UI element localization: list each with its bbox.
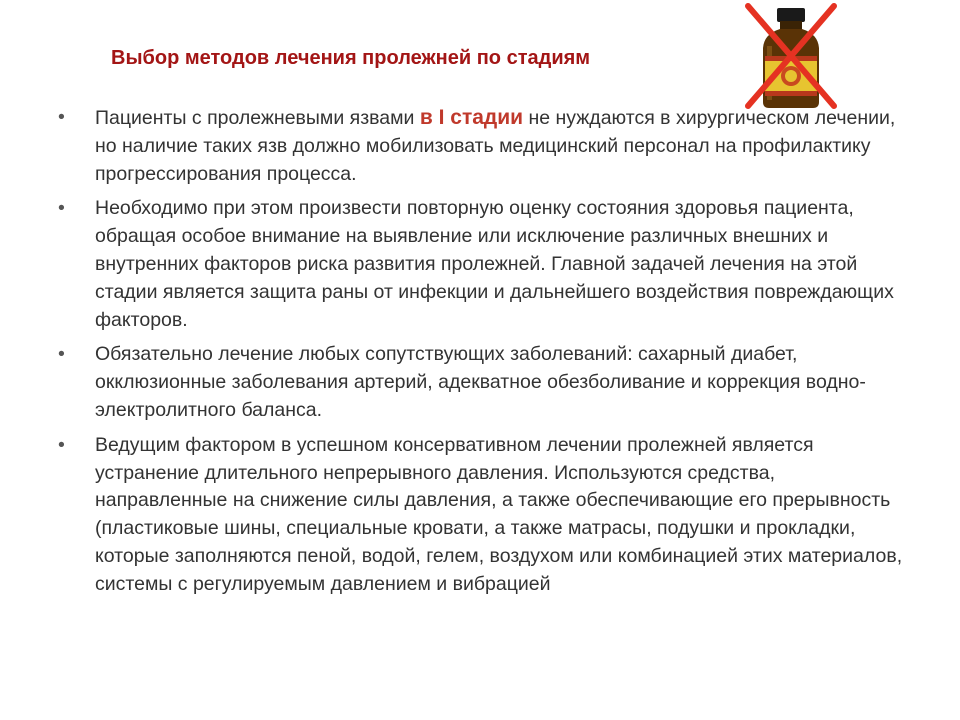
bullet-dot-icon: • <box>58 343 65 366</box>
bullet-item <box>58 195 908 334</box>
bullet-item <box>58 104 908 188</box>
slide-title: Выбор методов лечения пролежней по стадиям <box>111 47 591 69</box>
bullet-text-after: не нуждаются в хирургическом лечении, но наличие таких язв должно мобилизовать медицинский персонал на профилактику прогрессирования процесса. <box>95 107 896 185</box>
crossed-bottle-image <box>742 2 840 110</box>
bullet-dot-icon: • <box>58 106 65 128</box>
bullet-text: Обязательно лечение любых сопутствующих заболеваний: сахарный диабет, окклюзионные заболевания артерий, адекватное обезболивание и коррекция водно-электролитного баланса. <box>95 343 866 421</box>
bullet-list <box>58 104 908 599</box>
bullet-text: Необходимо при этом произвести повторную оценку состояния здоровья пациента, обращая особое внимание на выявление или исключение различных внешних и внутренних факторов риска развития пролежней. Главной задачей лечения на этой стадии является защита раны от инфекции и дальнейшего воздействия повреждающих факторов. <box>95 197 894 331</box>
bullet-item <box>58 341 908 424</box>
bullet-dot-icon: • <box>58 197 65 220</box>
highlighted-stage: в I стадии <box>419 106 524 129</box>
slide-body <box>58 104 908 606</box>
bullet-dot-icon: • <box>58 433 65 456</box>
bullet-text-before: Пациенты с пролежневыми язвами <box>95 107 420 129</box>
bullet-item <box>58 432 908 599</box>
medicine-bottle-icon <box>742 2 840 110</box>
bullet-text: Ведущим фактором в успешном консервативном лечении пролежней является устранение длительного непрерывного давления. Используются средства, направленные на снижение силы давления, а также обеспечивающие его прерывность (пластиковые шины, специальные кровати, а также матрасы, подушки и прокладки, которые заполняются пеной, водой, гелем, воздухом или комбинацией этих материалов, системы с регулируемым давлением и вибрацией <box>95 433 903 595</box>
